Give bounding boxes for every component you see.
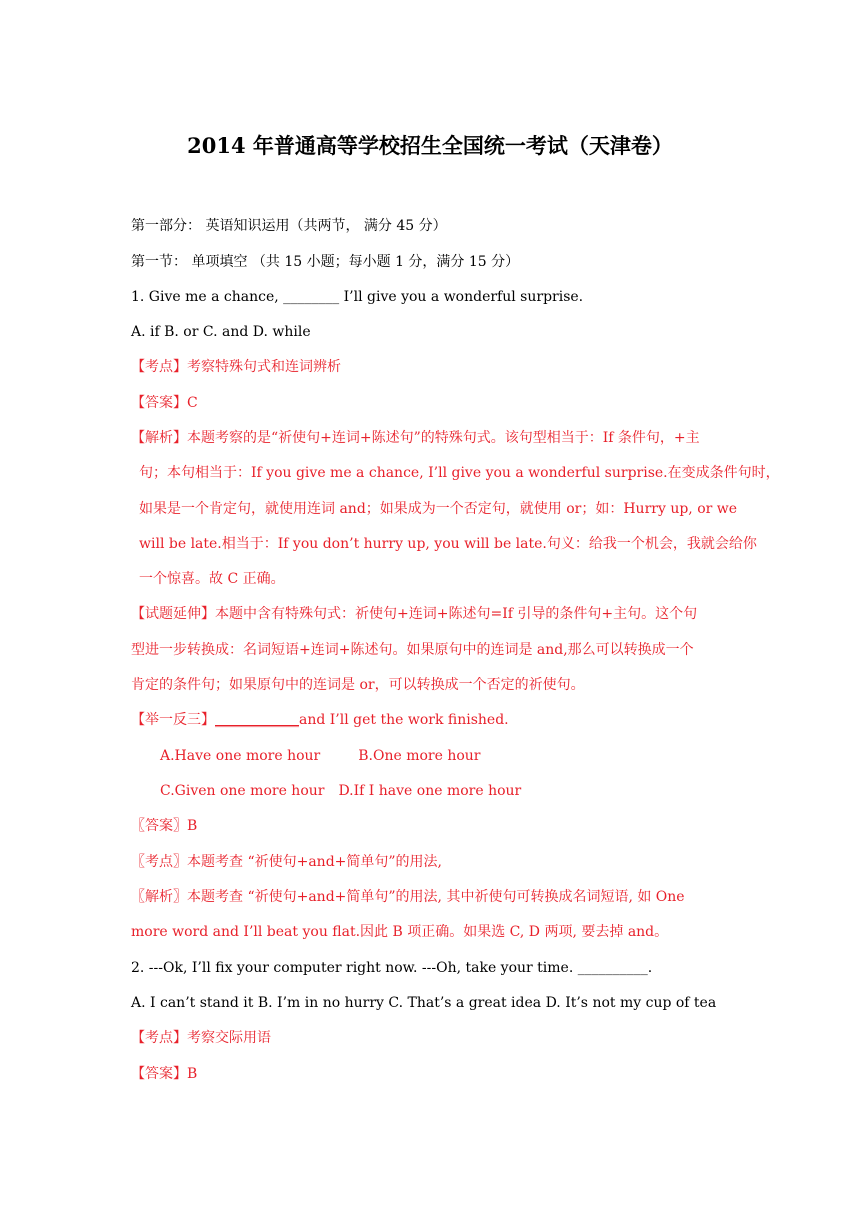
document-title: 2014 年普通高等学校招生全国统一考试（天津卷） xyxy=(187,133,673,158)
point-tag: 【考点】 xyxy=(131,359,187,375)
practice-option-a: A.Have one more hour xyxy=(160,748,321,764)
practice-tag: 【举一反三】 xyxy=(131,712,215,728)
question-2-stem: 2. ---Ok, I’ll fix your computer right now. ---Oh, take your time. __________. xyxy=(131,960,653,976)
analysis-text: 本题考察的是“祈使句+连词+陈述句”的特殊句式。该句型相当于：If 条件句，+主 xyxy=(187,430,700,446)
q1-point xyxy=(131,357,741,377)
practice-stem xyxy=(131,710,741,730)
q1-analysis-line-5: 一个惊喜。故 C 正确。 xyxy=(139,571,285,587)
point-tag: 【考点】 xyxy=(131,1030,187,1046)
practice-point xyxy=(131,852,741,872)
practice-text: and I’ll get the work finished. xyxy=(299,712,509,728)
analysis-tag: 【解析】 xyxy=(131,430,187,446)
practice-blank: ____________ xyxy=(215,712,299,728)
answer-tag: 【答案】 xyxy=(131,395,187,411)
practice-answer xyxy=(131,816,741,836)
extend-text: 本题中含有特殊句式：祈使句+连词+陈述句=If 引导的条件句+主句。这个句 xyxy=(215,606,698,622)
section-heading: 第一节： 单项填空 （共 15 小题；每小题 1 分，满分 15 分） xyxy=(131,254,520,270)
practice-analysis-tag: 〖解析〗 xyxy=(131,889,187,905)
answer-tag: 【答案】 xyxy=(131,1066,187,1082)
q1-extend-line-1 xyxy=(131,604,741,624)
extend-tag: 【试题延伸】 xyxy=(131,606,215,622)
question-1-options: A. if B. or C. and D. while xyxy=(131,324,311,340)
answer-text: C xyxy=(187,395,198,411)
q2-point xyxy=(131,1028,741,1048)
practice-option-c: C.Given one more hour xyxy=(160,783,325,799)
point-text: 考察特殊句式和连词辨析 xyxy=(187,359,341,375)
q1-analysis-line-3: 如果是一个肯定句，就使用连词 and；如果成为一个否定句，就使用 or；如：Hurry up, or we xyxy=(139,501,738,517)
q1-extend-line-2: 型进一步转换成：名词短语+连词+陈述句。如果原句中的连词是 and,那么可以转换成一个 xyxy=(131,642,694,658)
practice-options-row-2 xyxy=(160,781,770,801)
practice-option-b: B.One more hour xyxy=(358,748,481,764)
answer-text: B xyxy=(187,1066,198,1082)
practice-point-tag: 〖考点〗 xyxy=(131,854,187,870)
practice-analysis-line-1 xyxy=(131,887,741,907)
practice-options-row-1 xyxy=(160,746,770,766)
practice-point-text: 本题考查 “祈使句+and+简单句”的用法, xyxy=(187,854,443,870)
point-text: 考察交际用语 xyxy=(187,1030,271,1046)
question-1-stem: 1. Give me a chance, ________ I’ll give you a wonderful surprise. xyxy=(131,289,584,305)
q1-analysis-line-4: will be late.相当于：If you don’t hurry up, you will be late.句义：给我一个机会，我就会给你 xyxy=(139,536,757,552)
practice-analysis-text: 本题考查 “祈使句+and+简单句”的用法, 其中祈使句可转换成名词短语, 如 One xyxy=(187,889,685,905)
part-heading: 第一部分： 英语知识运用（共两节， 满分 45 分） xyxy=(131,218,447,234)
q1-analysis-line-2: 句；本句相当于：If you give me a chance, I’ll give you a wonderful surprise.在变成条件句时， xyxy=(139,465,780,481)
practice-option-d: D.If I have one more hour xyxy=(338,783,522,799)
practice-answer-text: B xyxy=(187,818,198,834)
practice-analysis-line-2: more word and I’ll beat you flat.因此 B 项正确。如果选 C, D 两项, 要去掉 and。 xyxy=(131,924,669,940)
q1-analysis-line-1 xyxy=(131,428,741,448)
q1-answer xyxy=(131,393,741,413)
q1-extend-line-3: 肯定的条件句；如果原句中的连词是 or，可以转换成一个否定的祈使句。 xyxy=(131,677,585,693)
practice-answer-tag: 〖答案〗 xyxy=(131,818,187,834)
question-2-options: A. I can’t stand it B. I’m in no hurry C. That’s a great idea D. It’s not my cup of tea xyxy=(131,995,717,1011)
q2-answer xyxy=(131,1064,741,1084)
